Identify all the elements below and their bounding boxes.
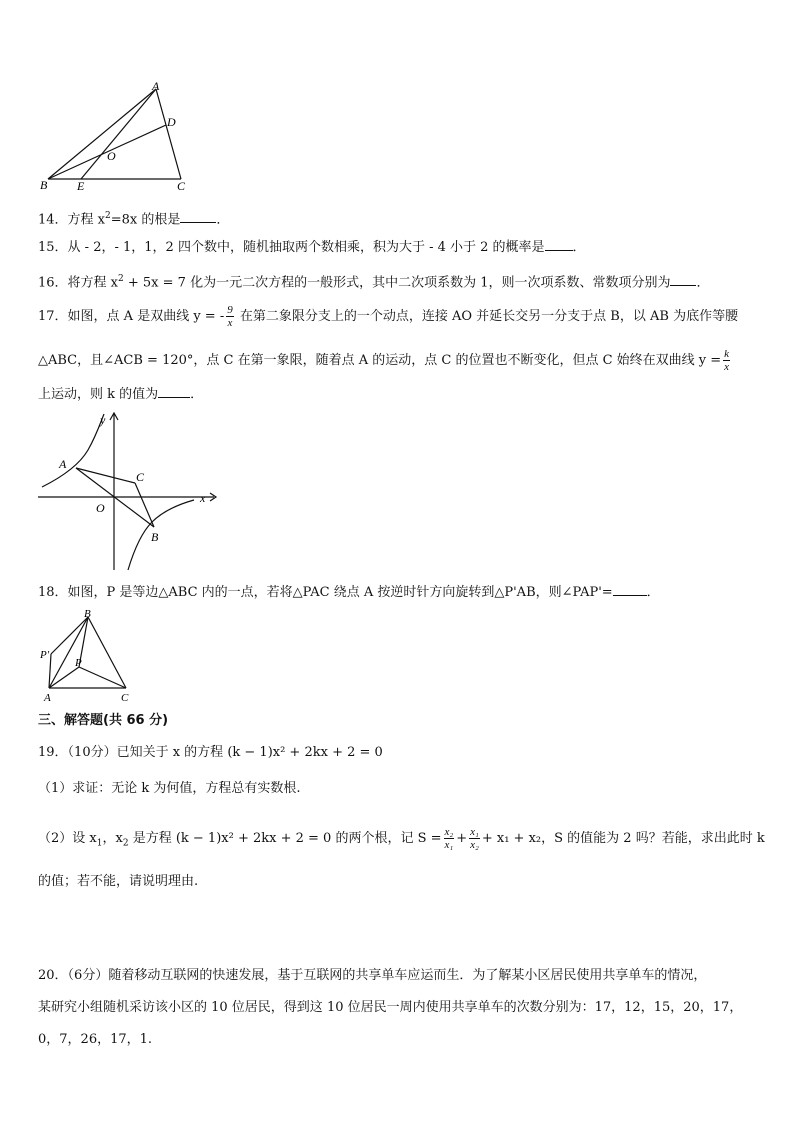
question-number: 16． (38, 275, 68, 291)
question-number: 17． (38, 309, 68, 324)
question-number: 14． (38, 212, 68, 228)
q15-end: ． (572, 240, 586, 255)
subscript-1: 1 (96, 838, 103, 849)
question-20-line-1: 20．（6分）随着移动互联网的快速发展，基于互联网的共享单车应运而生．为了解某小区居民使用共享单车的情况， (38, 968, 707, 983)
label-a: A (44, 692, 51, 704)
answer-blank (670, 273, 696, 286)
label-x: x (200, 491, 206, 505)
triangle-figure-18 (36, 607, 146, 705)
fraction-9-over-x (226, 304, 234, 329)
q19-text-d: + x₁ + x₂，S 的值能为 2 吗？若能，求出此时 k (481, 831, 765, 846)
fraction-denominator: x₁ (444, 839, 454, 851)
q19-text-c: 是方程 (k − 1)x² + 2kx + 2 = 0 的两个根，记 S = (128, 831, 442, 846)
fraction-numerator: k (724, 348, 730, 360)
q19-text-a: （2）设 x (38, 831, 97, 846)
label-b: B (151, 530, 159, 544)
label-a: A (59, 457, 67, 471)
fraction-numerator: x₂ (444, 826, 454, 838)
fraction-k-over-x (723, 348, 730, 373)
question-19-part-2-end: 的值；若不能，请说明理由. (38, 874, 199, 889)
question-19-header: 19．（10分）已知关于 x 的方程 (k − 1)x² + 2kx + 2 = 0 (38, 745, 383, 760)
answer-blank (180, 210, 216, 223)
fraction-x1-over-x2 (469, 826, 480, 851)
answer-blank (158, 385, 190, 398)
fraction-denominator: x (724, 361, 730, 373)
q18-end: ． (646, 585, 660, 600)
fraction-x2-over-x1 (444, 826, 455, 851)
label-c: C (136, 470, 145, 484)
hyperbola-branch-left (42, 414, 104, 487)
question-20-line-2: 某研究小组随机采访该小区的 10 位居民，得到这 10 位居民一周内使用共享单车的次数分别为：17，12，15，20，17， (38, 1000, 743, 1015)
question-15 (38, 238, 586, 257)
hyperbola-figure-17 (36, 410, 226, 575)
label-p: P (75, 657, 82, 669)
question-18 (38, 583, 660, 602)
q16-text-a: 将方程 x (67, 275, 119, 291)
triangle-figure-13 (36, 82, 196, 192)
q16-exponent: 2 (118, 274, 124, 284)
fraction-denominator: x₂ (470, 839, 479, 851)
fraction-denominator: x (227, 317, 233, 329)
label-o: O (96, 501, 105, 515)
q14-text-a: 方程 x (67, 212, 106, 228)
label-p-prime: P' (40, 649, 50, 661)
label-c: C (177, 179, 186, 192)
question-16 (38, 270, 710, 292)
fraction-numerator: x₁ (470, 826, 479, 838)
label-a: A (152, 82, 160, 93)
question-17-line-1 (38, 304, 738, 329)
label-b: B (40, 178, 48, 192)
q17-text-b: 在第二象限分支上的一个动点，连接 AO 并延长交另一分支于点 B，以 AB 为底作等腰 (235, 309, 739, 324)
subscript-2: 2 (122, 838, 129, 849)
label-c: C (121, 692, 129, 704)
q19-text-b: ，x (102, 831, 123, 846)
label-d: D (167, 115, 176, 129)
q17-end: ． (190, 387, 204, 402)
q15-text: 从 - 2，- 1，1，2 四个数中，随机抽取两个数相乘，积为大于 - 4 小于 2 的概率是 (67, 240, 545, 255)
q14-text-b: =8x 的根是 (110, 212, 181, 228)
section-heading: 三、解答题(共 66 分) (38, 713, 169, 728)
question-17-line-2 (38, 348, 732, 373)
segment-ac (76, 468, 135, 483)
question-17-line-3 (38, 385, 203, 404)
q16-end: ． (696, 275, 710, 291)
fraction-numerator: 9 (227, 304, 233, 316)
q14-end: ． (216, 212, 230, 228)
segment-ap1 (49, 654, 51, 688)
label-y: y (100, 413, 106, 427)
question-number: 15． (38, 240, 68, 255)
answer-blank (545, 238, 573, 251)
segment-ae (81, 89, 156, 179)
answer-blank (613, 583, 647, 596)
question-19-part-1: （1）求证：无论 k 为何值，方程总有实数根. (38, 781, 301, 796)
q17-text-c: △ABC，且∠ACB = 120°，点 C 在第一象限，随着点 A 的运动，点 C 的位置也不断变化，但点 C 始终在双曲线 y = (38, 353, 722, 368)
side-ac (156, 89, 181, 179)
label-o: O (107, 149, 116, 163)
question-19-part-2: （2）设 $x_1$，$x_2$ 是方程 (k − 1)x² + 2kx + 2 = 0 的两个根，记 S = $\frac{\text{x₂}}{\text{x₁}}$ + $\frac{\text{x₁}}{\text{x₂}}$ + x₁ + x₂，S 的值能为 2 吗？若能，求出此时 k (38, 826, 765, 851)
q16-text-b: + 5x = 7 化为一元二次方程的一般形式，其中二次项系数为 1，则一次项系数、常数项分别为 (123, 275, 671, 291)
label-b: B (84, 608, 91, 620)
question-14 (38, 207, 229, 229)
q14-exponent: 2 (105, 211, 111, 221)
label-e: E (77, 179, 85, 192)
q17-text-d: 上运动，则 k 的值为 (38, 387, 159, 402)
question-20-line-3: 0，7，26，17，1. (38, 1032, 153, 1047)
side-bc (88, 617, 126, 688)
q18-text: 如图，P 是等边△ABC 内的一点，若将△PAC 绕点 A 按逆时针方向旋转到△P'AB，则∠PAP'= (67, 585, 613, 600)
segment-cp (79, 667, 126, 688)
hyperbola-branch-right (128, 500, 194, 570)
side-ab (48, 89, 156, 179)
question-number: 18． (38, 585, 68, 600)
segment-ap (49, 667, 79, 688)
q17-text-a: 如图，点 A 是双曲线 y = - (67, 309, 225, 324)
